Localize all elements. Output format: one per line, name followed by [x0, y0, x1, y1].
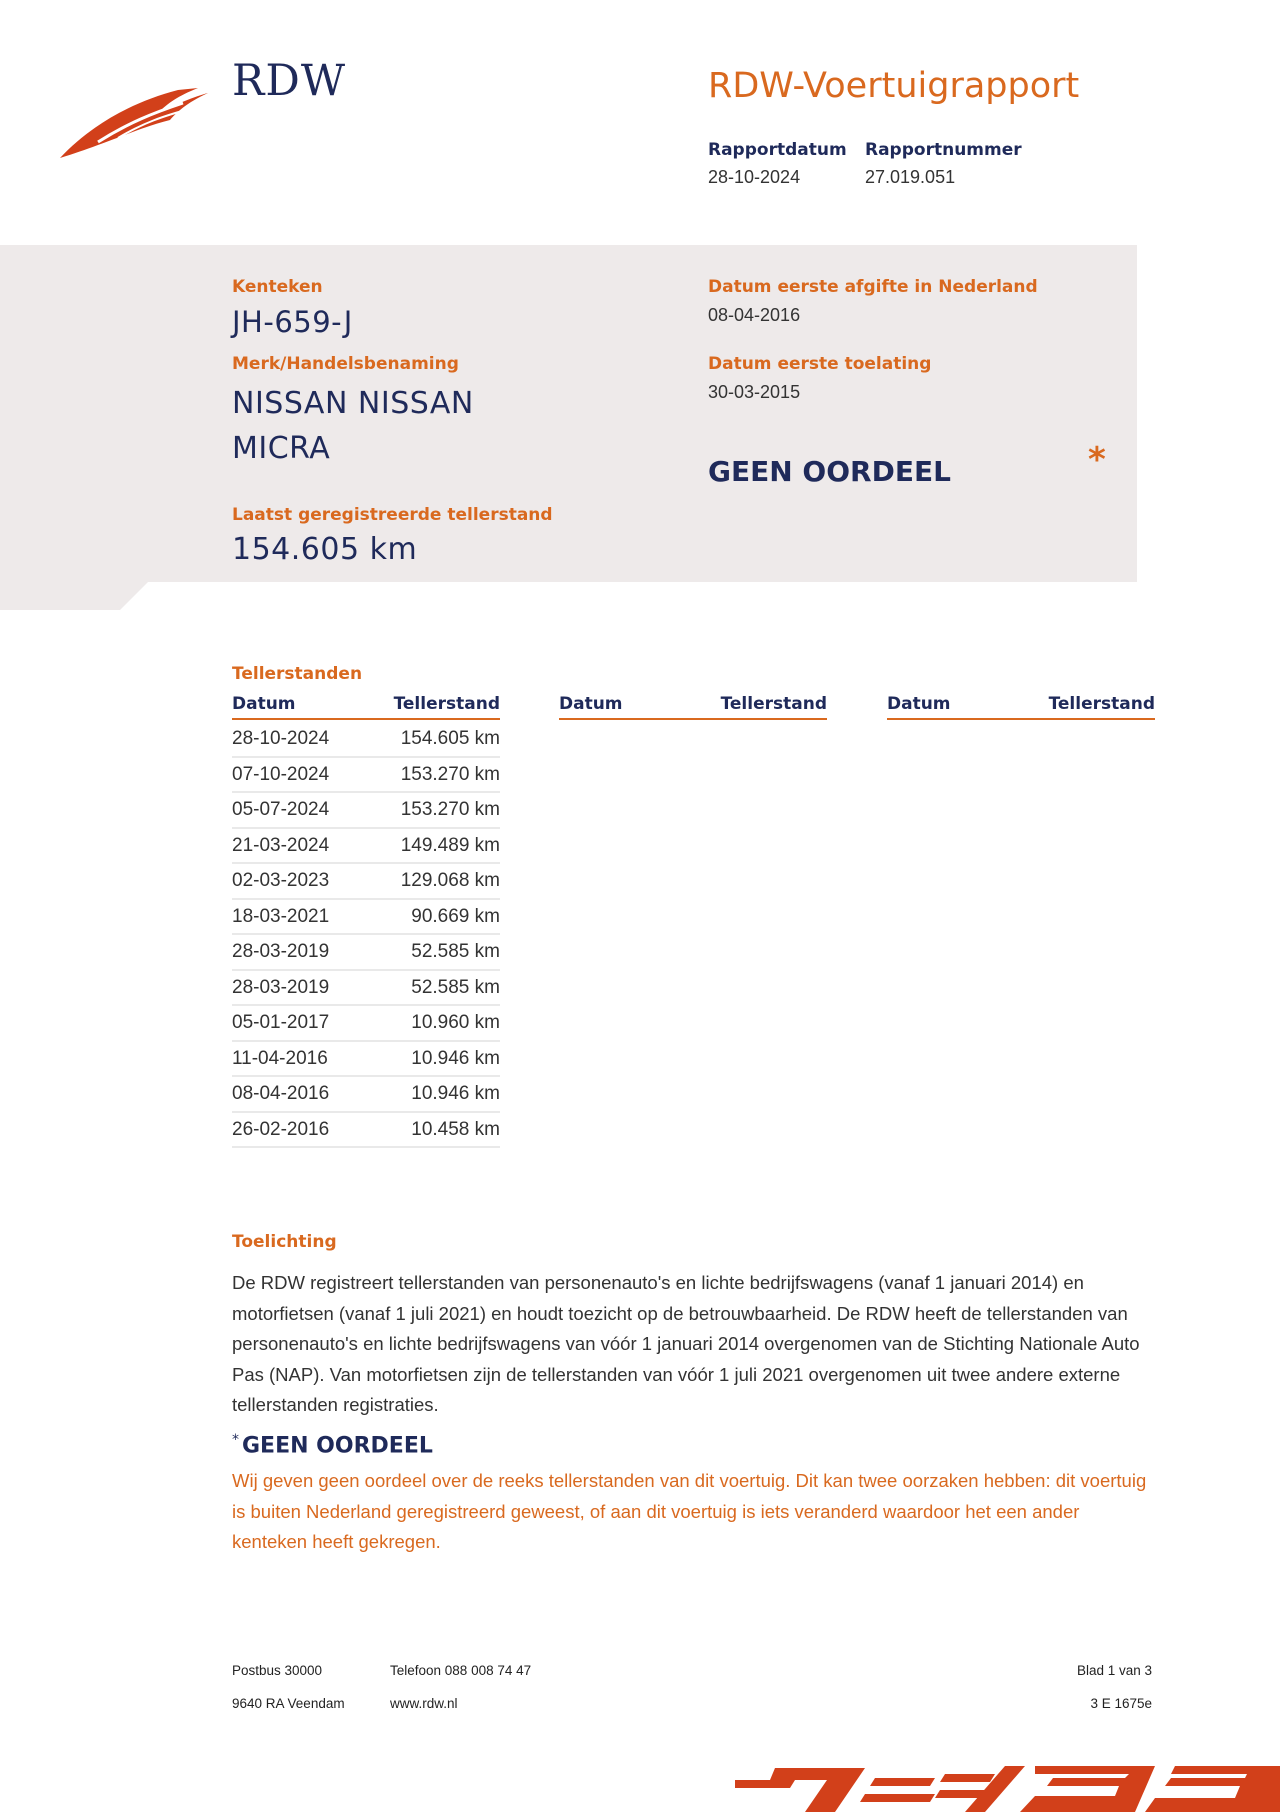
reading-km: 153.270 km	[400, 763, 500, 785]
first-issue-value: 08-04-2016	[708, 305, 801, 325]
reading-date: 26-02-2016	[232, 1118, 330, 1140]
table-row	[232, 1042, 500, 1078]
verdict-explanation-title: GEEN OORDEEL	[242, 1433, 433, 1459]
report-title: RDW-Voertuigrapport	[708, 66, 1080, 106]
readings-table	[232, 722, 500, 1148]
plate-value: JH-659-J	[232, 305, 353, 339]
readings-col-header-1	[232, 692, 500, 720]
reading-km: 90.669 km	[411, 905, 500, 927]
reading-date: 28-03-2019	[232, 941, 330, 962]
readings-title: Tellerstanden	[232, 664, 363, 684]
reading-km: 153.270 km	[400, 799, 500, 820]
footer-city: 9640 RA Veendam	[232, 1696, 345, 1711]
brand-label: Merk/Handelsbenaming	[232, 354, 459, 374]
reading-date: 11-04-2016	[232, 1047, 328, 1069]
reading-date: 05-01-2017	[232, 1012, 330, 1033]
first-issue-label: Datum eerste afgifte in Nederland	[708, 277, 1038, 297]
col-km-header: Tellerstand	[1048, 694, 1155, 714]
table-row	[232, 793, 500, 829]
col-km-header: Tellerstand	[393, 694, 500, 714]
report-number: 27.019.051	[865, 167, 956, 187]
table-row	[232, 1077, 500, 1113]
reading-km: 154.605 km	[400, 728, 500, 749]
brand-line-2: MICRA	[232, 431, 331, 466]
reading-km: 10.946 km	[411, 1083, 500, 1104]
plate-label: Kenteken	[232, 277, 323, 297]
verdict-footnote-marker: *	[232, 1432, 239, 1448]
verdict-asterisk: *	[1088, 440, 1106, 480]
brand-line-1: NISSAN NISSAN	[232, 386, 474, 421]
reading-km: 52.585 km	[411, 941, 500, 962]
table-row	[232, 971, 500, 1007]
footer-website[interactable]: www.rdw.nl	[390, 1696, 458, 1711]
verdict-explanation-text: Wij geven geen oordeel over de reeks tellerstanden van dit voertuig. Dit kan twee oorzaken hebben: dit voertuig is buiten Nederland geregistreerd geweest, of aan dit voertuig is iets veranderd waardoor het een ander kenteken heeft gekregen.	[232, 1470, 1147, 1552]
reading-km: 10.946 km	[411, 1047, 500, 1069]
table-row	[232, 900, 500, 936]
panel-tail-shape	[0, 580, 150, 610]
reading-date: 18-03-2021	[232, 905, 330, 927]
reading-date: 07-10-2024	[232, 763, 330, 785]
report-number-label: Rapportnummer	[865, 140, 1022, 160]
col-date-header: Datum	[559, 694, 623, 714]
reading-km: 10.960 km	[411, 1012, 500, 1033]
report-date: 28-10-2024	[708, 167, 801, 187]
logo-wordmark: RDW	[232, 56, 347, 106]
footer-phone: Telefoon 088 008 74 47	[390, 1663, 532, 1678]
odometer-label: Laatst geregistreerde tellerstand	[232, 505, 553, 525]
col-date-header: Datum	[232, 694, 296, 714]
reading-date: 08-04-2016	[232, 1083, 330, 1104]
reading-date: 28-03-2019	[232, 976, 330, 998]
table-row	[232, 722, 500, 758]
table-row	[232, 1006, 500, 1042]
table-row	[232, 829, 500, 865]
footer-page-number: Blad 1 van 3	[1076, 1663, 1152, 1678]
reading-km: 149.489 km	[400, 834, 500, 856]
table-row	[232, 758, 500, 794]
reading-date: 21-03-2024	[232, 834, 330, 856]
first-admission-label: Datum eerste toelating	[708, 354, 932, 374]
readings-col-header-3	[887, 692, 1155, 720]
readings-col-header-2	[559, 692, 827, 720]
explanation-title: Toelichting	[232, 1232, 337, 1252]
odometer-value: 154.605 km	[232, 532, 418, 567]
verdict-heading: GEEN OORDEEL	[708, 455, 951, 488]
col-km-header: Tellerstand	[720, 694, 827, 714]
verdict-explanation-heading	[232, 1432, 433, 1458]
reading-date: 28-10-2024	[232, 728, 330, 749]
col-date-header: Datum	[887, 694, 951, 714]
report-date-label: Rapportdatum	[708, 140, 847, 160]
table-row	[232, 935, 500, 971]
table-row	[232, 864, 500, 900]
reading-km: 52.585 km	[411, 976, 500, 998]
footer-postbus: Postbus 30000	[232, 1663, 323, 1678]
reading-km: 10.458 km	[411, 1118, 500, 1140]
reading-date: 02-03-2023	[232, 870, 330, 891]
reading-date: 05-07-2024	[232, 799, 330, 820]
footer-stripes-graphic	[735, 1760, 1280, 1812]
footer-doc-code: 3 E 1675e	[1090, 1696, 1152, 1711]
reading-km: 129.068 km	[400, 870, 500, 891]
explanation-text: De RDW registreert tellerstanden van personenauto's en lichte bedrijfswagens (vanaf 1 januari 2014) en motorfietsen (vanaf 1 juli 2021) en houdt toezicht op de betrouwbaarheid. De RDW heeft de tellerstanden van personenauto's en lichte bedrijfswagens van vóór 1 januari 2014 overgenomen van de Stichting Nationale Auto Pas (NAP). Van motorfietsen zijn de tellerstanden van vóór 1 juli 2021 overgenomen uit twee andere externe tellerstanden registraties.	[232, 1272, 1140, 1415]
table-row	[232, 1113, 500, 1149]
first-admission-value: 30-03-2015	[708, 382, 801, 402]
